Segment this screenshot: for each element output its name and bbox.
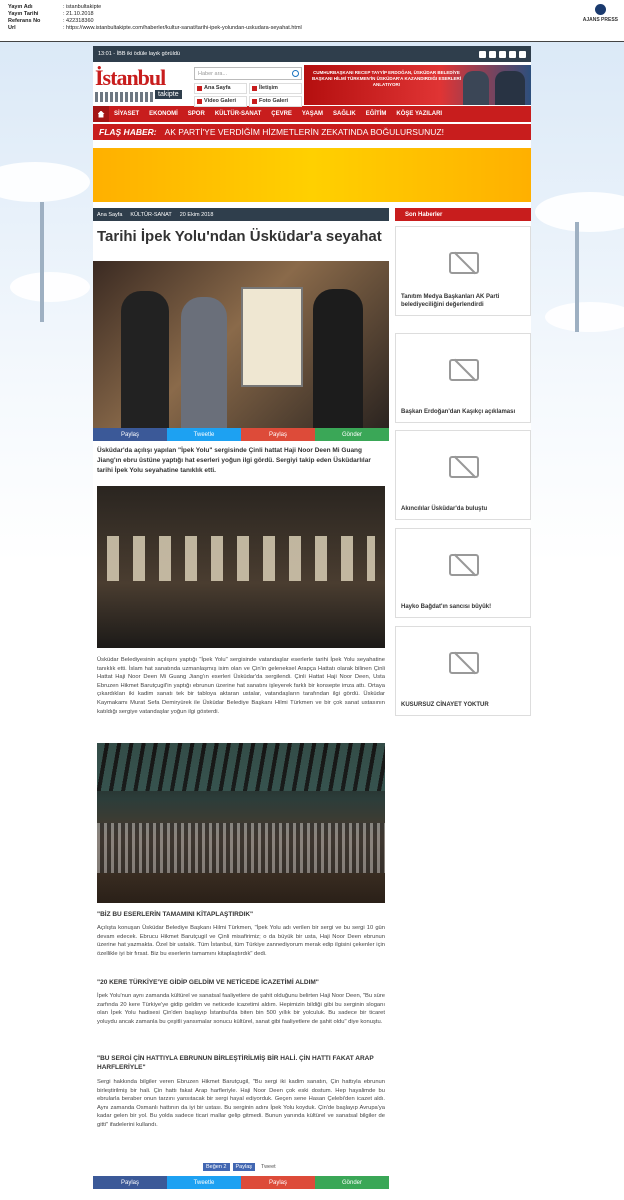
- site-container: [93, 46, 531, 1200]
- twitter-share-button[interactable]: Tweetle: [167, 428, 241, 441]
- google-share-button[interactable]: Paylaş: [241, 1176, 315, 1189]
- clip-row: Referans No : 422318360: [8, 18, 94, 24]
- fb-share-button[interactable]: Paylaş: [233, 1163, 256, 1171]
- link-video[interactable]: Video Galeri: [194, 96, 247, 107]
- calligraphy-artwork: [241, 287, 303, 387]
- banner-person: [495, 71, 525, 105]
- article-subheading: "BU SERGİ ÇİN HATTIYLA EBRUNUN BİRLEŞTİRİLMİŞ BİR HALİ. ÇİN HATTI FAKAT ARAP HARFLERİYLE": [97, 1055, 374, 1071]
- audience: [97, 823, 385, 873]
- article-paragraph: Sergi hakkında bilgiler veren Ebruzen Hikmet Barutçugil, "Bu sergi iki kadim sanatın, Çin hattıyla ebrunun birleştirilmiş bir hali. Çin hattı fakat Arap harfleriyle. Haji Noor Deen çok eski dostum. Hep hayalimde bu ebrularla beraber onun tarzını yansıtacak bir sergi hayal ediyorduk. Geçen sene Hasan Çelebi'den icazet aldı. Aynı zamanda Osmanlı hattının da iyi bir ustası. Bu serginin adını İpek Yolu koyduk. Çin'de başlayıp Avrupa'ya kadar gelen bir yol. Bu yolda sadece ticari mallar gelip gitmedi. Bunun yanında kültürel ve sanatsal bilgiler de gitti" ifadelerini kullandı.: [97, 1079, 385, 1128]
- article-subheading: "20 KERE TÜRKİYE'YE GİDİP GELDİM VE NETİCEDE İCAZETİMİ ALDIM": [97, 979, 319, 986]
- nav-item[interactable]: KÜLTÜR-SANAT: [214, 111, 262, 117]
- clip-row: Yayın Tarihi : 21.10.2018: [8, 11, 94, 17]
- minaret-decoration: [40, 202, 44, 322]
- nav-home[interactable]: [93, 106, 109, 122]
- banner-person: [463, 71, 489, 105]
- home-icon: [98, 111, 105, 118]
- mosque-ceiling: [97, 743, 385, 791]
- nav-item[interactable]: SAĞLIK: [333, 111, 356, 117]
- sidebar-news-card[interactable]: Tanıtım Medya Başkanları AK Parti belediyeciliğini değerlendirdi: [395, 226, 531, 316]
- no-image-icon: [449, 652, 479, 674]
- flash-text[interactable]: AK PARTİ'YE VERDİĞİM HİZMETLERİN ZEKATINDA BOĞULURSUNUZ!: [164, 127, 444, 137]
- facebook-share-button[interactable]: Paylaş: [93, 428, 167, 441]
- no-image-icon: [449, 252, 479, 274]
- link-photo[interactable]: Foto Galeri: [249, 96, 302, 107]
- cloud-decoration: [0, 162, 90, 202]
- nav-item[interactable]: EKONOMİ: [149, 111, 178, 117]
- nav-item[interactable]: YAŞAM: [301, 111, 324, 117]
- twitter-share-button[interactable]: Tweetle: [167, 1176, 241, 1189]
- flash-label: FLAŞ HABER:: [99, 127, 157, 137]
- gallery-photo: [97, 486, 385, 648]
- sidebar-news-card[interactable]: Başkan Erdoğan'dan Kaşıkçı açıklaması: [395, 333, 531, 423]
- crumb-date: 20 Ekim 2018: [179, 211, 214, 218]
- no-image-icon: [449, 456, 479, 478]
- breadcrumb: [93, 208, 389, 221]
- mail-icon: [252, 86, 257, 91]
- article-title: Tarihi İpek Yolu'ndan Üsküdar'a seyahat: [97, 228, 382, 245]
- video-icon: [197, 99, 202, 104]
- nav-item[interactable]: KÖŞE YAZILARI: [396, 111, 443, 117]
- clipping-header: [0, 0, 624, 42]
- email-share-button[interactable]: Gönder: [315, 1176, 389, 1189]
- sidebar-news-card[interactable]: Hayko Bağdat'ın sancısı büyük!: [395, 528, 531, 618]
- no-image-icon: [449, 554, 479, 576]
- sidebar-news-card[interactable]: KUSURSUZ CİNAYET YOKTUR: [395, 626, 531, 716]
- person-figure: [313, 289, 363, 428]
- crumb-category[interactable]: KÜLTÜR-SANAT: [130, 211, 172, 218]
- site-logo-sub: takipte: [155, 90, 182, 99]
- skyline-icon: [95, 92, 153, 102]
- search-icon[interactable]: [292, 70, 299, 77]
- cloud-decoration: [10, 272, 90, 302]
- sidebar-title: Son Haberler: [395, 208, 531, 221]
- clipping-meta: [8, 4, 302, 32]
- camera-icon: [252, 99, 257, 104]
- nav-item[interactable]: ÇEVRE: [271, 111, 292, 117]
- agency-icon: [595, 4, 606, 15]
- twitter-icon[interactable]: [489, 51, 496, 58]
- flash-news: [93, 124, 531, 140]
- social-likes: [203, 1163, 279, 1171]
- ad-banner[interactable]: [93, 148, 531, 202]
- crumb-home[interactable]: Ana Sayfa: [97, 211, 123, 218]
- minaret-decoration: [575, 222, 579, 332]
- link-home[interactable]: Ana Sayfa: [194, 83, 247, 94]
- email-share-button[interactable]: Gönder: [315, 428, 389, 441]
- cloud-decoration: [545, 302, 624, 332]
- share-bar-bottom: [93, 1176, 389, 1189]
- person-figure: [121, 291, 169, 428]
- google-plus-icon[interactable]: [499, 51, 506, 58]
- home-icon: [197, 86, 202, 91]
- share-bar-top: [93, 428, 389, 441]
- youtube-icon[interactable]: [519, 51, 526, 58]
- google-share-button[interactable]: Paylaş: [241, 428, 315, 441]
- header-banner[interactable]: CUMHURBAŞKANI RECEP TAYYİP ERDOĞAN, ÜSKÜDAR BELEDİYE BAŞKANI HİLMİ TÜRKMEN'İN ÜSKÜDAR'A KAZANDIRDIĞI ESERLERİ ANLATIYOR!: [304, 65, 531, 105]
- link-contact[interactable]: İletişim: [249, 83, 302, 94]
- person-figure: [181, 297, 227, 428]
- nav-item[interactable]: SPOR: [187, 111, 205, 117]
- search-input[interactable]: Haber ara...: [194, 67, 302, 80]
- nav-item[interactable]: SİYASET: [114, 111, 140, 117]
- article-main-photo: [93, 261, 389, 428]
- cloud-decoration: [535, 192, 624, 232]
- quick-links: [194, 83, 302, 107]
- instagram-icon[interactable]: [509, 51, 516, 58]
- facebook-icon[interactable]: [479, 51, 486, 58]
- clip-row: Url : https://www.istanbultakipte.com/haberler/kultur-sanat/tarihi-ipek-yolundan-uskudara-seyahat.html: [8, 25, 302, 31]
- article-subheading: "BİZ BU ESERLERİN TAMAMINI KİTAPLAŞTIRDIK": [97, 911, 254, 918]
- like-button[interactable]: Beğen 2: [203, 1163, 230, 1171]
- article-paragraph: Açılışta konuşan Üsküdar Belediye Başkanı Hilmi Türkmen, "İpek Yolu adı verilen bir sergi ve bu sergi 10 gün devam edecek. Ebrucu Hikmet Barutçugil ve Çinli misafirimiz; o da büyük bir usta, Haji Noor Deen ebrunun üzerine hat yazmakta. Özel bir ustalık. Tüm İstanbul, tüm Türkiye zannediyorum merak edip ilgisini çekenler için özellikle iyi bir fırsat. Biz bu eserlerin tamamını kitaplaştırdık" dedi.: [97, 925, 385, 957]
- sidebar-news-card[interactable]: Akıncılılar Üsküdar'da buluştu: [395, 430, 531, 520]
- facebook-share-button[interactable]: Paylaş: [93, 1176, 167, 1189]
- tweet-button[interactable]: Tweet: [261, 1164, 276, 1170]
- article-lead: Üsküdar'da açılışı yapılan "İpek Yolu" sergisinde Çinli hattat Haji Noor Deen Mi Guang Jiang'ın ebru üstüne yaptığı hat eserleri yoğun ilgi gördü. Sergiyi takip eden Üsküdarlılar tarihi İpek Yolu seyahatine tanıklık etti.: [97, 447, 371, 474]
- social-icons: [479, 51, 526, 58]
- article-paragraph: İpek Yolu'nun aynı zamanda kültürel ve sanatsal faaliyetlere de şahit olduğunu belirten Haji Noor Deen, "Bu süre zarfında 20 kere Türkiye'ye gidip geldim ve neticede icazetimi aldım. Hepimizin bildiği gibi bu serginin sloganı olan İpek Yolu hadisesi Çin'den başlayıp İstanbul'da biten bin 500 yıllık bir yolculuk. Bu sadece bir ticaret yoluydu ancak zamanla bu çeşitli yansımalar sonucu kültürel, sanat gibi faaliyetlere de şahit oldu" diye konuştu.: [97, 993, 385, 1025]
- site-logo[interactable]: İstanbul: [95, 65, 166, 90]
- main-nav: [93, 106, 531, 122]
- article-paragraph: Üsküdar Belediyesinin açılışını yaptığı "İpek Yolu" sergisinde vatandaşlar eserlerle tarihi İpek Yolu seyahatine tanıklık etti. İslam hat sanatında uzmanlaşmış isim olan ve Çin'in geleneksel Arapça Hattatı olarak bilinen Çinli Hattat Haji Noor Deen Mi Guang Jiang'ın eserleri Üsküdar'da sergilendi. Çinli Hattat Haji Noor Deen, Usta Ebruzen Hikmet Barutçugil'in yaptığı ebrunun üzerine hat sanatını işleyerek farklı bir konsepte imza attı. Ortaya çıkardıkları iki kadim sanatı tek bir tabloya aktaran ustalar, vatandaşların tarafından ilgi gördü. Üsküdar Kaymakamı Murat Sefa Demiryürek ile Üsküdar Belediye Başkanı Hilmi Türkmen ve bir çok sanat ustasının katıldığı sergiye vatandaşlar yoğun ilgi gösterdi.: [97, 657, 385, 715]
- clip-row: Yayın Adı : istanbultakipte: [8, 4, 102, 10]
- nav-item[interactable]: EĞİTİM: [365, 111, 387, 117]
- top-bar: [93, 46, 531, 62]
- event-photo: [97, 743, 385, 903]
- agency-logo: AJANS PRESS: [583, 4, 618, 23]
- site-header: [93, 62, 531, 106]
- framed-artworks: [107, 536, 375, 581]
- ticker-text[interactable]: 13:01 - İBB iki ödüle layık görüldü: [98, 51, 180, 57]
- no-image-icon: [449, 359, 479, 381]
